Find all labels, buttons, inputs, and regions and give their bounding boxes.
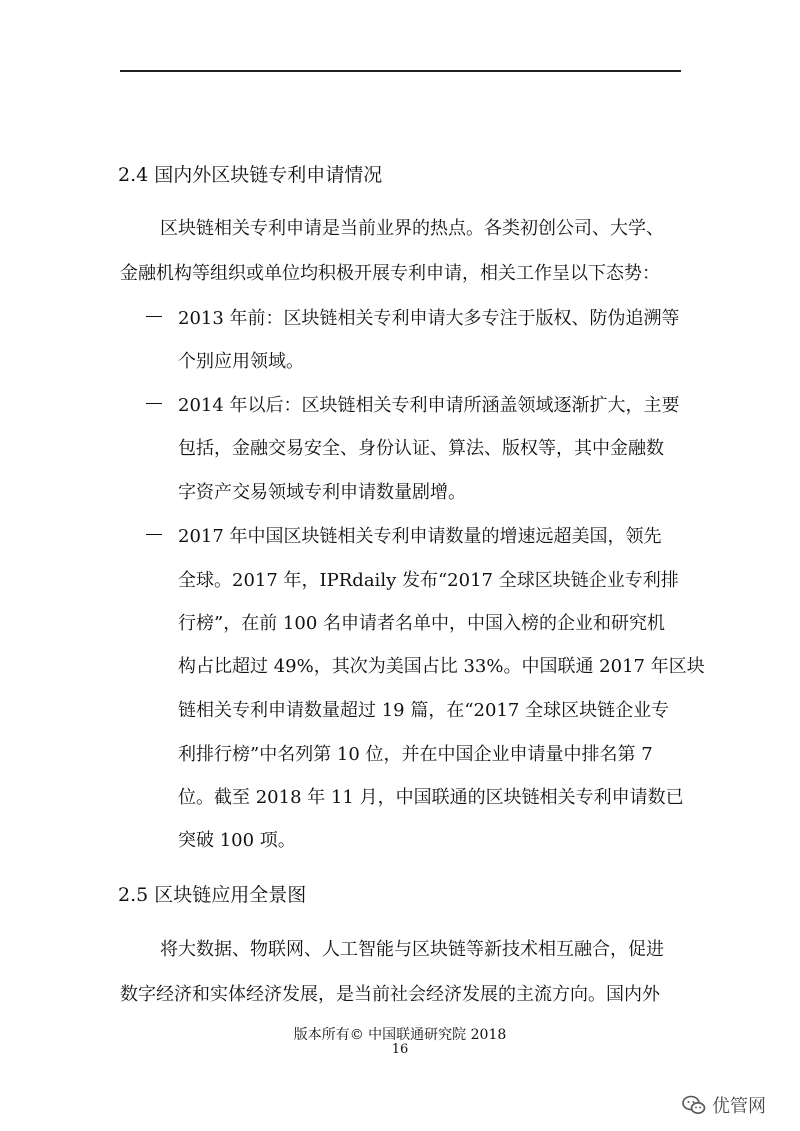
bullet-line: 包括，金融交易安全、身份认证、算法、版权等，其中金融数 <box>178 438 664 459</box>
paragraph-line: 数字经济和实体经济发展，是当前社会经济发展的主流方向。国内外 <box>120 984 660 1005</box>
section-2-5-heading: 2.5 区块链应用全景图 <box>118 884 307 906</box>
bullet-dash <box>146 534 162 535</box>
page-number: 16 <box>391 1042 409 1057</box>
bullet-line: 构占比超过 49%，其次为美国占比 33%。中国联通 2017 年区块 <box>178 656 705 677</box>
bullet-line: 字资产交易领域专利申请数量剧增。 <box>178 482 466 503</box>
bullet-dash <box>146 316 162 317</box>
watermark-text: 优管网 <box>712 1096 766 1117</box>
section-2-4-heading: 2.4 国内外区块链专利申请情况 <box>118 164 383 186</box>
watermark <box>682 1092 766 1118</box>
bullet-line: 个别应用领域。 <box>178 351 304 372</box>
footer-copyright: 版本所有© 中国联通研究院 2018 <box>293 1027 507 1043</box>
bullet-line: 突破 100 项。 <box>178 830 296 851</box>
paragraph-line: 金融机构等组织或单位均积极开展专利申请，相关工作呈以下态势： <box>120 263 660 284</box>
bullet-line: 2017 年中国区块链相关专利申请数量的增速远超美国，领先 <box>178 526 662 547</box>
paragraph-line: 将大数据、物联网、人工智能与区块链等新技术相互融合，促进 <box>160 939 664 960</box>
bullet-line: 全球。2017 年，IPRdaily 发布“2017 全球区块链企业专利排 <box>178 570 679 591</box>
bullet-dash <box>146 403 162 404</box>
bullet-line: 链相关专利申请数量超过 19 篇，在“2017 全球区块链企业专 <box>178 700 670 721</box>
paragraph-line: 区块链相关专利申请是当前业界的热点。各类初创公司、大学、 <box>160 218 664 239</box>
wechat-icon <box>682 1094 706 1116</box>
bullet-line: 位。截至 2018 年 11 月，中国联通的区块链相关专利申请数已 <box>178 787 684 808</box>
bullet-line: 2014 年以后：区块链相关专利申请所涵盖领域逐渐扩大，主要 <box>178 395 680 416</box>
header-rule <box>120 70 681 72</box>
bullet-line: 利排行榜”中名列第 10 位，并在中国企业申请量中排名第 7 <box>178 744 653 765</box>
bullet-line: 行榜”，在前 100 名申请者名单中，中国入榜的企业和研究机 <box>178 613 665 634</box>
bullet-line: 2013 年前：区块链相关专利申请大多专注于版权、防伪追溯等 <box>178 308 680 329</box>
